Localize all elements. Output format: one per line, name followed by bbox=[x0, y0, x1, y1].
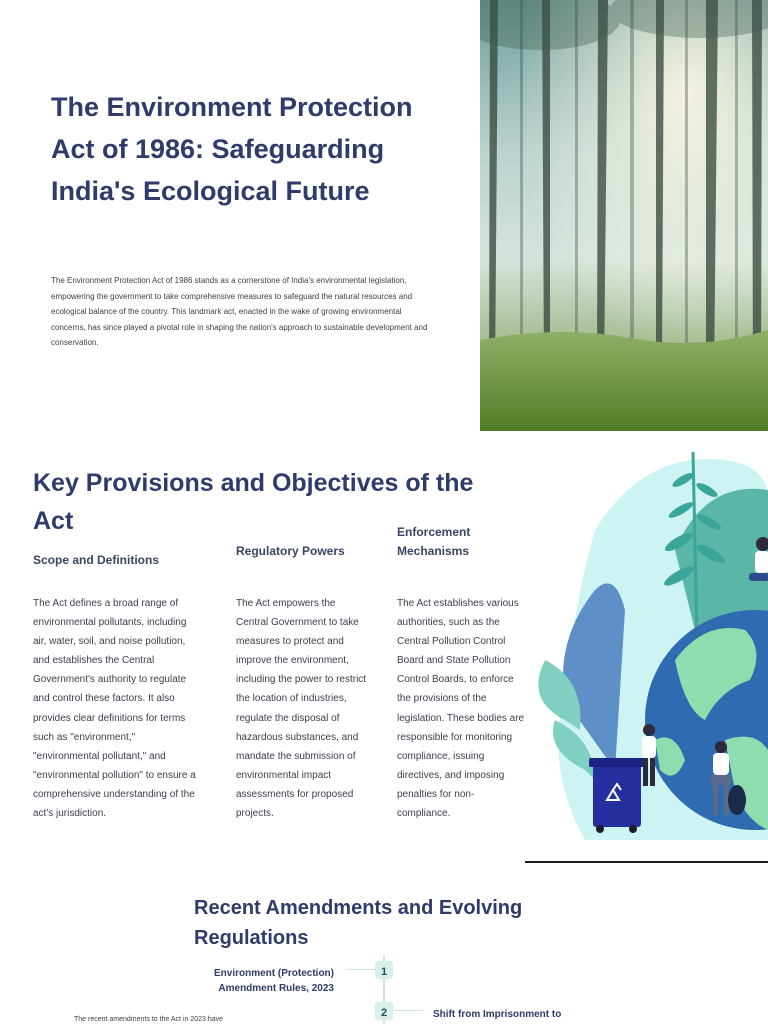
column-heading: Regulatory Powers bbox=[236, 544, 345, 558]
column-heading: Enforcement Mechanisms bbox=[397, 525, 471, 558]
column-body: The Act establishes various authorities, such as the Central Pollution Control Board and State Pollution Control Boards, to enforce the provisions of the legislation. These bodies are responsible for monitoring compliance, issuing directives, and imposing penalties for non-compliance. bbox=[397, 598, 525, 820]
section-title-provisions: Key Provisions and Objectives of the Act bbox=[33, 469, 474, 535]
column-body: The Act defines a broad range of environmental pollutants, including air, water, soil, and noise pollution, and establishes the Central Government's authority to regulate and control these factors. It also provides clear definitions for terms such as "environment," "environmental pollutant," and "environmental pollution" to ensure a comprehensive understanding of the act's jurisdiction. bbox=[33, 598, 196, 820]
timeline-label-2: Shift from Imprisonment to bbox=[433, 1009, 562, 1020]
page-title: The Environment Protection Act of 1986: Safeguarding India's Ecological Future bbox=[51, 92, 413, 206]
provision-column-regulatory bbox=[236, 542, 376, 561]
section-title-amendments: Recent Amendments and Evolving Regulations bbox=[194, 897, 523, 949]
timeline-connector bbox=[393, 1010, 423, 1011]
column-body: The Act empowers the Central Government to take measures to protect and improve the environment, including the power to restrict the location of industries, regulate the disposal of hazardous substances, and mandate the submission of environmental impact assessments for proposed projects. bbox=[236, 598, 367, 820]
amendments-intro-text: The recent amendments to the Act in 2023 have bbox=[74, 1016, 224, 1023]
earth-recycling-illustration bbox=[525, 440, 768, 860]
provision-column-scope bbox=[33, 551, 203, 570]
timeline-badge-1: 1 bbox=[375, 961, 393, 979]
column-heading: Scope and Definitions bbox=[33, 553, 160, 567]
forest-image bbox=[480, 0, 768, 431]
provision-column-enforcement bbox=[397, 523, 517, 561]
timeline-connector bbox=[346, 969, 376, 970]
divider bbox=[525, 861, 768, 863]
timeline-label-1: Environment (Protection) Amendment Rules, 2023 bbox=[213, 968, 334, 994]
timeline-badge-2: 2 bbox=[375, 1002, 393, 1020]
hero-intro-text: The Environment Protection Act of 1986 stands as a cornerstone of India's environmental legislation, empowering the government to take comprehensive measures to safeguard the natural resources and ecological balance of the country. This landmark act, enacted in the wake of growing environmental concerns, has since played a pivotal role in shaping the nation's approach to sustainable development and conservation. bbox=[51, 276, 428, 348]
